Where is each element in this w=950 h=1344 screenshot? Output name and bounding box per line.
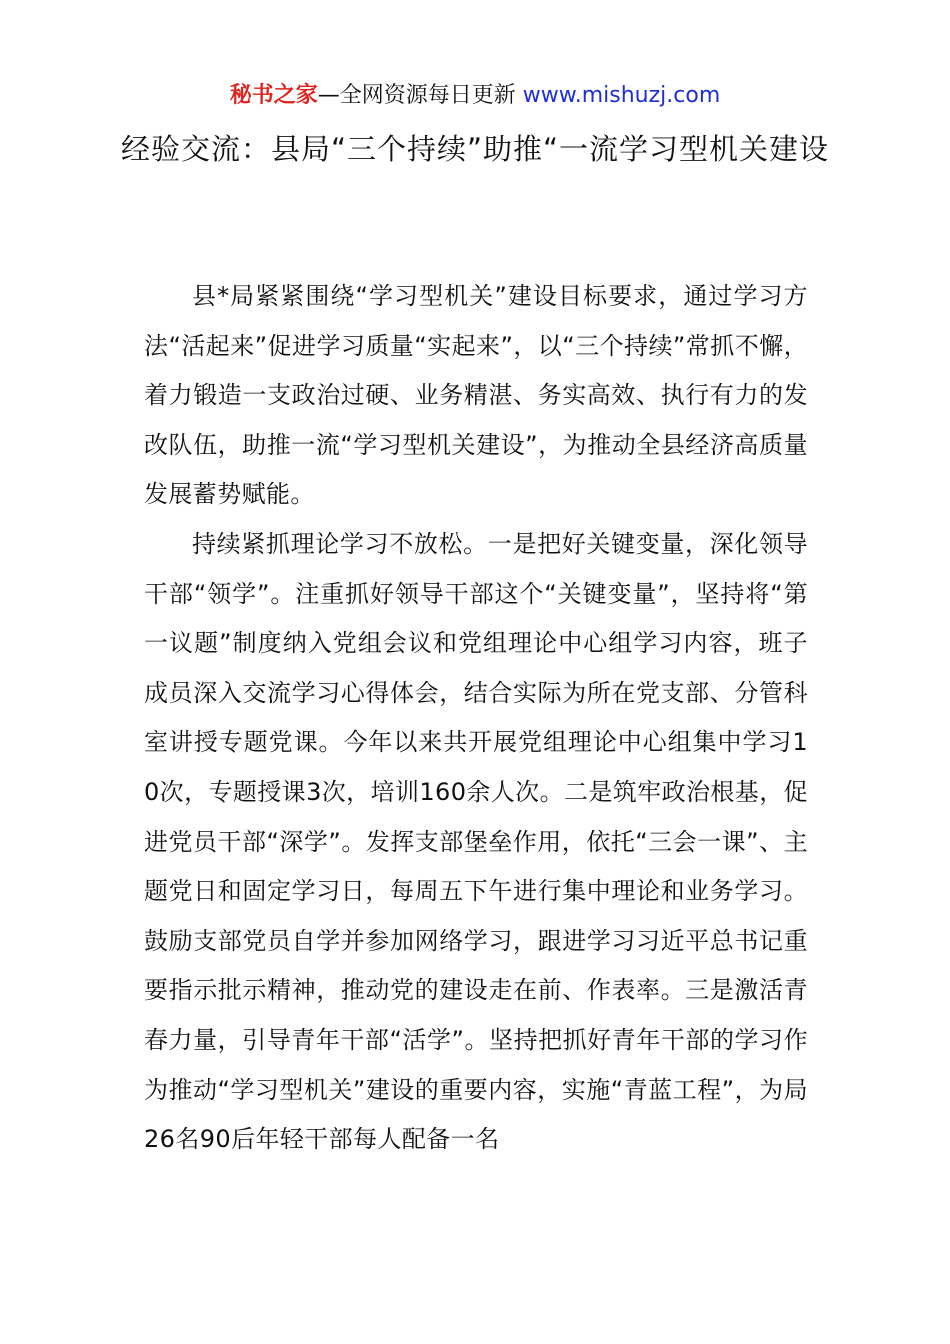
site-url[interactable]: www.mishuzj.com	[522, 83, 721, 108]
paragraph-intro: 县*局紧紧围绕“学习型机关”建设目标要求，通过学习方法“活起来”促进学习质量“实起来”，以“三个持续”常抓不懈，着力锻造一支政治过硬、业务精湛、务实高效、执行有力的发改队伍，助推一流“学习型机关建设”，为推动全县经济高质量发展蓄势赋能。	[144, 282, 808, 509]
header-tagline: —全网资源每日更新	[317, 83, 523, 108]
brand-name: 秘书之家	[229, 83, 318, 108]
paragraph-theory-study: 持续紧抓理论学习不放松。一是把好关键变量，深化领导干部“领学”。注重抓好领导干部这个“关键变量”，坚持将“第一议题”制度纳入党组会议和党组理论中心组学习内容，班子成员深入交流学习心得体会，结合实际为所在党支部、分管科室讲授专题党课。今年以来共开展党组理论中心组集中学习10次，专题授课3次，培训160余人次。二是筑牢政治根基，促进党员干部“深学”。发挥支部堡垒作用，依托“三会一课”、主题党日和固定学习日，每周五下午进行集中理论和业务学习。鼓励支部党员自学并参加网络学习，跟进学习习近平总书记重要指示批示精神，推动党的建设走在前、作表率。三是激活青春力量，引导青年干部“活学”。坚持把抓好青年干部的学习作为推动“学习型机关”建设的重要内容，实施“青蓝工程”，为局26名90后年轻干部每人配备一名	[144, 529, 808, 1154]
site-header	[0, 80, 950, 112]
document-title: 经验交流：县局“三个持续”助推“一流学习型机关建设	[120, 132, 830, 166]
document-body	[144, 272, 808, 1165]
